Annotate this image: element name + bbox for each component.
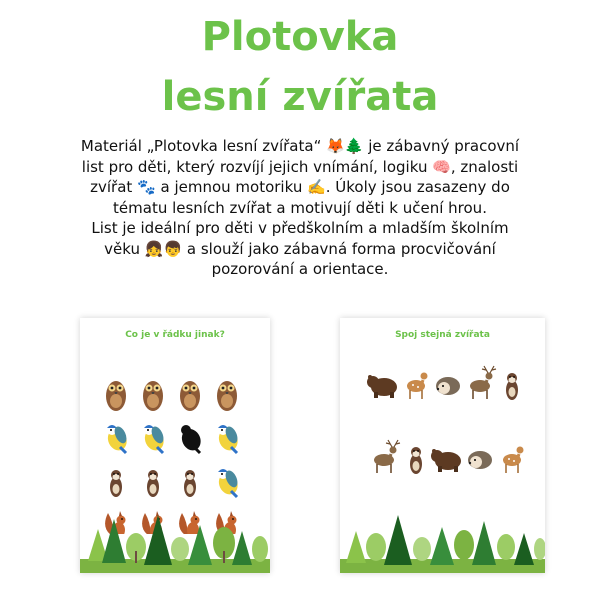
owl-icon [217, 381, 237, 411]
ferret-icon [410, 447, 422, 474]
animal-match-grid [340, 358, 545, 498]
ferret-icon [184, 470, 196, 497]
forest-illustration [80, 511, 270, 573]
page-subtitle: lesní zvířata [161, 74, 439, 120]
bluetit-icon [104, 425, 130, 454]
owl-icon [106, 381, 126, 411]
description-line: pozorování a orientace. [211, 260, 389, 278]
worksheet-title: Spoj stejná zvířata [395, 330, 490, 340]
bear-icon [367, 375, 397, 398]
description-line: zvířat 🐾 a jemnou motoriku ✍️. Úkoly jsou zasazeny do [90, 178, 510, 196]
description-line: List je ideální pro děti v předškolním a mladším školním [91, 219, 509, 237]
description-line: tématu lesních zvířat a motivují děti k učení hrou. [113, 198, 487, 217]
owl-icon [143, 381, 163, 411]
bear-icon [431, 449, 461, 472]
description-line: list pro děti, který rozvíjí jejich vnímání, logiku 🧠, znalosti [81, 157, 519, 176]
bird-silhouette-icon [178, 425, 204, 453]
ferret-icon [147, 470, 159, 497]
deer-icon [407, 373, 428, 400]
animal-grid [80, 344, 270, 534]
page-title: Plotovka [201, 14, 399, 60]
bluetit-icon [141, 425, 167, 454]
stag-icon [374, 440, 400, 473]
worksheet-title: Co je v řádku jinak? [125, 330, 225, 340]
worksheet-preview-right [340, 318, 545, 573]
worksheet-preview-left [80, 318, 270, 573]
description-line: věku 👧👦 a slouží jako zábavná forma procvičování [104, 239, 496, 258]
bluetit-icon [215, 425, 241, 454]
bluetit-icon [215, 469, 241, 498]
stag-icon [470, 366, 496, 399]
deer-icon [503, 447, 524, 474]
ferret-icon [110, 470, 122, 497]
owl-icon [180, 381, 200, 411]
forest-illustration [340, 511, 545, 573]
description-line: Materiál „Plotovka lesní zvířata“ 🦊🌲 je zábavný pracovní [80, 137, 520, 155]
description [60, 136, 540, 280]
hedgehog-icon [436, 377, 460, 395]
hedgehog-icon [468, 451, 492, 469]
ferret-icon [506, 373, 518, 400]
